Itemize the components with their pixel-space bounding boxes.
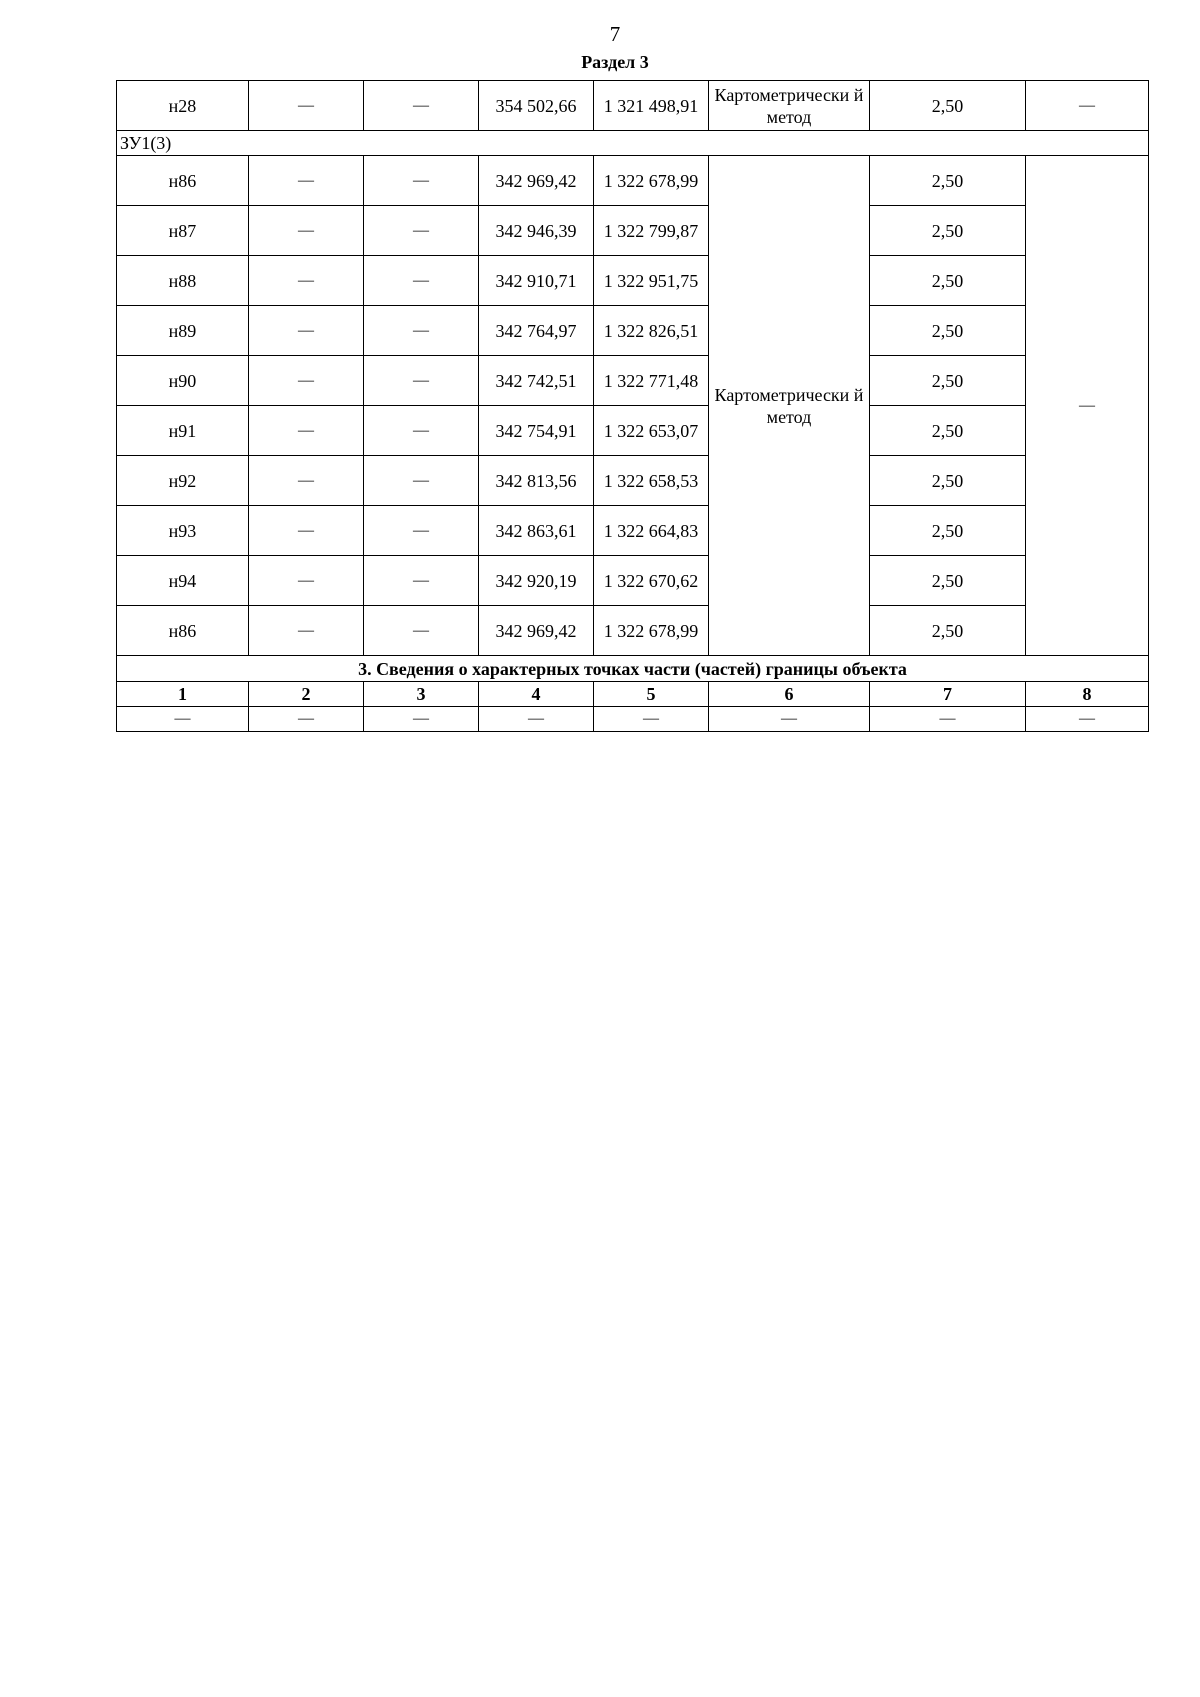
point-name-cell: н88: [117, 256, 249, 306]
y-coordinate-cell: 1 322 678,99: [594, 156, 709, 206]
y-coordinate-cell: 1 321 498,91: [594, 81, 709, 131]
col2-cell: —: [249, 556, 364, 606]
col3-cell: —: [364, 456, 479, 506]
table-row: [117, 406, 1149, 456]
col3-cell: —: [364, 556, 479, 606]
col3-cell: —: [364, 506, 479, 556]
x-coordinate-cell: 342 754,91: [479, 406, 594, 456]
column-number-row: [117, 682, 1149, 707]
column-number-cell: 5: [594, 682, 709, 707]
empty-cell: —: [364, 707, 479, 732]
empty-cell: —: [479, 707, 594, 732]
accuracy-cell: 2,50: [870, 256, 1026, 306]
y-coordinate-cell: 1 322 670,62: [594, 556, 709, 606]
point-name-cell: н92: [117, 456, 249, 506]
point-name-cell: н28: [117, 81, 249, 131]
accuracy-cell: 2,50: [870, 556, 1026, 606]
point-name-cell: н87: [117, 206, 249, 256]
section-title: Раздел 3: [581, 52, 649, 72]
x-coordinate-cell: 342 969,42: [479, 156, 594, 206]
x-coordinate-cell: 342 764,97: [479, 306, 594, 356]
x-coordinate-cell: 342 969,42: [479, 606, 594, 656]
y-coordinate-cell: 1 322 678,99: [594, 606, 709, 656]
col2-cell: —: [249, 356, 364, 406]
col3-cell: —: [364, 81, 479, 131]
col3-cell: —: [364, 306, 479, 356]
col2-cell: —: [249, 406, 364, 456]
accuracy-cell: 2,50: [870, 356, 1026, 406]
table-row: [117, 556, 1149, 606]
group-label: ЗУ1(3): [117, 131, 1149, 156]
page-number: 7: [609, 22, 621, 46]
method-cell: Картометрически й метод: [709, 81, 870, 131]
x-coordinate-cell: 342 813,56: [479, 456, 594, 506]
col2-cell: —: [249, 506, 364, 556]
x-coordinate-cell: 342 920,19: [479, 556, 594, 606]
col3-cell: —: [364, 406, 479, 456]
y-coordinate-cell: 1 322 653,07: [594, 406, 709, 456]
accuracy-cell: 2,50: [870, 156, 1026, 206]
accuracy-cell: 2,50: [870, 306, 1026, 356]
y-coordinate-cell: 1 322 951,75: [594, 256, 709, 306]
y-coordinate-cell: 1 322 826,51: [594, 306, 709, 356]
empty-cell: —: [249, 707, 364, 732]
point-name-cell: н93: [117, 506, 249, 556]
column-number-cell: 4: [479, 682, 594, 707]
col2-cell: —: [249, 206, 364, 256]
accuracy-cell: 2,50: [870, 206, 1026, 256]
table-row: [117, 707, 1149, 732]
col2-cell: —: [249, 81, 364, 131]
subsection-title: 3. Сведения о характерных точках части (частей) границы объекта: [117, 656, 1149, 682]
table-row: [117, 156, 1149, 206]
x-coordinate-cell: 342 910,71: [479, 256, 594, 306]
col3-cell: —: [364, 356, 479, 406]
subsection-title-row: [117, 656, 1149, 682]
point-name-cell: н94: [117, 556, 249, 606]
y-coordinate-cell: 1 322 658,53: [594, 456, 709, 506]
empty-cell: —: [117, 707, 249, 732]
col3-cell: —: [364, 606, 479, 656]
column-number-cell: 3: [364, 682, 479, 707]
column-number-cell: 1: [117, 682, 249, 707]
coordinates-table: [116, 80, 1149, 732]
table-row: [117, 506, 1149, 556]
table-row: [117, 256, 1149, 306]
col3-cell: —: [364, 256, 479, 306]
empty-cell: —: [870, 707, 1026, 732]
accuracy-cell: 2,50: [870, 406, 1026, 456]
col3-cell: —: [364, 206, 479, 256]
empty-cell: —: [709, 707, 870, 732]
col2-cell: —: [249, 306, 364, 356]
y-coordinate-cell: 1 322 664,83: [594, 506, 709, 556]
col8-cell: —: [1026, 81, 1149, 131]
group-label-row: [117, 131, 1149, 156]
table-row: [117, 606, 1149, 656]
column-number-cell: 8: [1026, 682, 1149, 707]
table-row: [117, 81, 1149, 131]
x-coordinate-cell: 354 502,66: [479, 81, 594, 131]
point-name-cell: н91: [117, 406, 249, 456]
x-coordinate-cell: 342 742,51: [479, 356, 594, 406]
empty-cell: —: [1026, 707, 1149, 732]
column-number-cell: 6: [709, 682, 870, 707]
table-row: [117, 206, 1149, 256]
y-coordinate-cell: 1 322 799,87: [594, 206, 709, 256]
method-cell: Картометрически й метод: [709, 156, 870, 656]
column-number-cell: 2: [249, 682, 364, 707]
col2-cell: —: [249, 606, 364, 656]
x-coordinate-cell: 342 863,61: [479, 506, 594, 556]
col2-cell: —: [249, 256, 364, 306]
col3-cell: —: [364, 156, 479, 206]
empty-cell: —: [594, 707, 709, 732]
accuracy-cell: 2,50: [870, 506, 1026, 556]
accuracy-cell: 2,50: [870, 81, 1026, 131]
x-coordinate-cell: 342 946,39: [479, 206, 594, 256]
table-row: [117, 306, 1149, 356]
point-name-cell: н89: [117, 306, 249, 356]
table-row: [117, 456, 1149, 506]
col2-cell: —: [249, 456, 364, 506]
column-number-cell: 7: [870, 682, 1026, 707]
point-name-cell: н86: [117, 156, 249, 206]
point-name-cell: н86: [117, 606, 249, 656]
accuracy-cell: 2,50: [870, 456, 1026, 506]
accuracy-cell: 2,50: [870, 606, 1026, 656]
table-row: [117, 356, 1149, 406]
col8-cell: —: [1026, 156, 1149, 656]
col2-cell: —: [249, 156, 364, 206]
point-name-cell: н90: [117, 356, 249, 406]
y-coordinate-cell: 1 322 771,48: [594, 356, 709, 406]
